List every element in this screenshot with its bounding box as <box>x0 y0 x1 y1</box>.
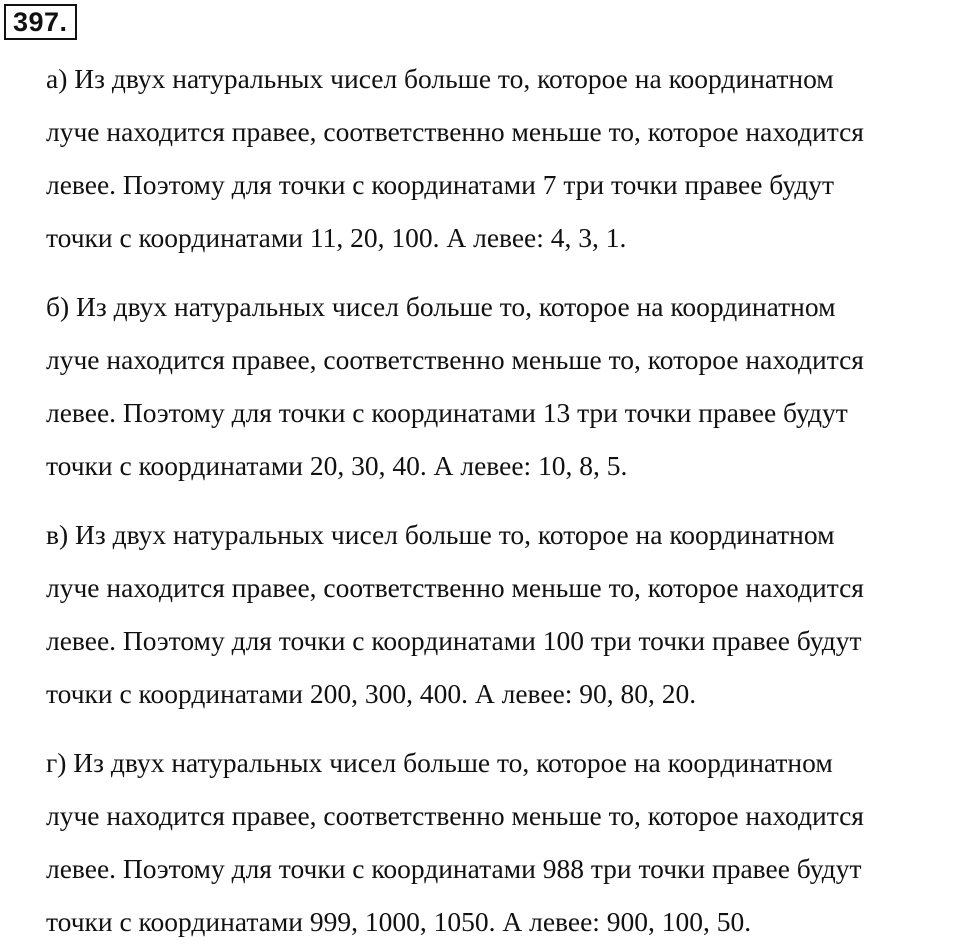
answer-paragraph-d <box>46 736 960 948</box>
answer-paragraph-a <box>46 52 960 264</box>
paragraph-line: а) Из двух натуральных чисел больше то, которое на координатном <box>46 63 834 94</box>
paragraph-line: луче находится правее, соответственно меньше то, которое находится <box>46 572 864 603</box>
paragraph-line: точки с координатами 20, 30, 40. А левее: 10, 8, 5. <box>46 450 628 481</box>
answer-paragraph-c <box>46 508 960 720</box>
paragraph-line: точки с координатами 200, 300, 400. А левее: 90, 80, 20. <box>46 678 697 709</box>
paragraph-line: г) Из двух натуральных чисел больше то, которое на координатном <box>46 747 833 778</box>
paragraph-line: б) Из двух натуральных чисел больше то, которое на координатном <box>46 291 836 322</box>
problem-number: 397. <box>4 4 77 40</box>
paragraph-line: луче находится правее, соответственно меньше то, которое находится <box>46 116 864 147</box>
paragraph-line: левее. Поэтому для точки с координатами 7 три точки правее будут <box>46 169 834 200</box>
paragraph-line: левее. Поэтому для точки с координатами 100 три точки правее будут <box>46 625 862 656</box>
paragraph-line: левее. Поэтому для точки с координатами 13 три точки правее будут <box>46 397 848 428</box>
answer-paragraph-b <box>46 280 960 492</box>
paragraph-line: точки с координатами 999, 1000, 1050. А левее: 900, 100, 50. <box>46 906 752 937</box>
paragraph-line: левее. Поэтому для точки с координатами 988 три точки правее будут <box>46 853 862 884</box>
paragraph-line: луче находится правее, соответственно меньше то, которое находится <box>46 800 864 831</box>
paragraph-line: в) Из двух натуральных чисел больше то, которое на координатном <box>46 519 835 550</box>
paragraph-line: луче находится правее, соответственно меньше то, которое находится <box>46 344 864 375</box>
paragraph-line: точки с координатами 11, 20, 100. А левее: 4, 3, 1. <box>46 222 627 253</box>
